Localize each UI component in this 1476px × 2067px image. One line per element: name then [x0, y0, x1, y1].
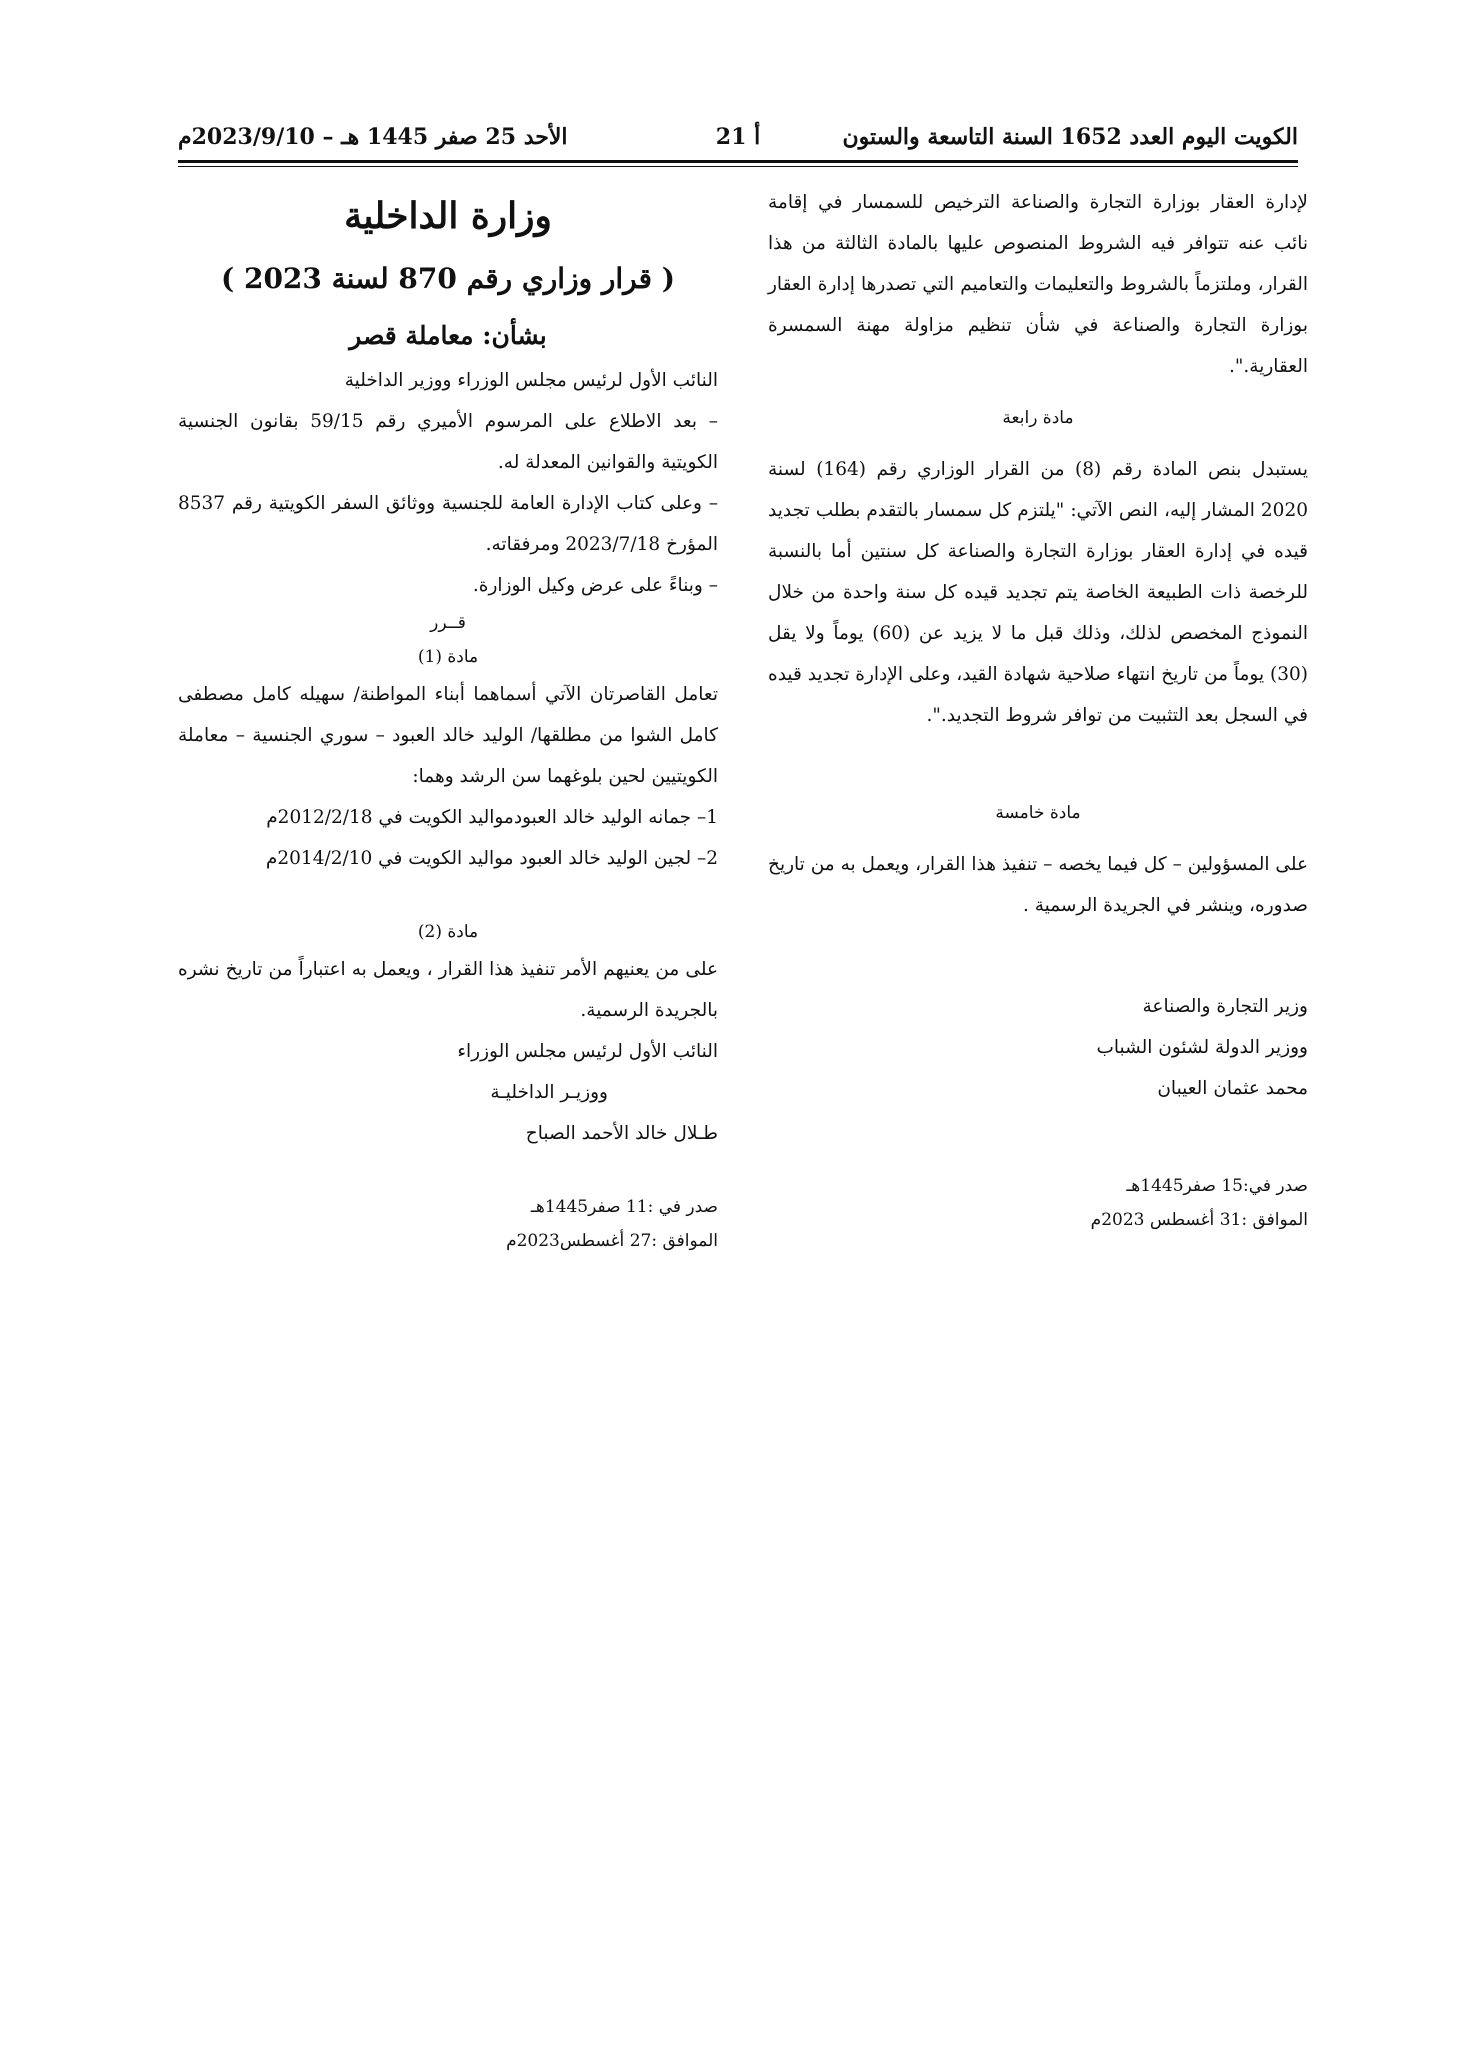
issued-gregorian: الموافق :27 أغسطس2023م — [506, 1231, 718, 1251]
article2-text: على من يعنيهم الأمر تنفيذ هذا القرار ، ويعمل به اعتباراً من تاريخ نشره بالجريدة الرسمية. — [178, 959, 718, 1021]
page-header — [178, 118, 1298, 158]
decree-title: ( قرار وزاري رقم 870 لسنة 2023 ) — [220, 262, 676, 295]
ministry-title: وزارة الداخلية — [344, 195, 552, 237]
issued-hijri: صدر في:15 صفر1445هـ — [1126, 1176, 1308, 1196]
article1-heading: مادة (1) — [417, 647, 479, 667]
left-column — [178, 182, 718, 1258]
right-column — [768, 182, 1308, 1237]
header-date: الأحد 25 صفر 1445 هـ – 2023/9/10م — [178, 124, 568, 150]
signature-line: وزير التجارة والصناعة — [1142, 996, 1308, 1017]
header-rule-thick — [178, 160, 1298, 163]
signature-name: طـلال خالد الأحمد الصباح — [525, 1123, 718, 1144]
signature-name: محمد عثمان العيبان — [1157, 1078, 1308, 1099]
header-issue-info: الكويت اليوم العدد 1652 السنة التاسعة والستون — [842, 124, 1298, 150]
header-page-number: أ 21 — [715, 124, 761, 150]
signature-line: ووزير الدولة لشئون الشباب — [1096, 1037, 1308, 1058]
recital: – وعلى كتاب الإدارة العامة للجنسية ووثائق السفر الكويتية رقم 8537 المؤرخ 2023/7/18 ومرفقاته. — [178, 493, 718, 555]
article4-heading: مادة رابعة — [1002, 408, 1074, 428]
article2-heading: مادة (2) — [417, 922, 479, 942]
recital: – وبناءً على عرض وكيل الوزارة. — [472, 575, 718, 596]
article1-text: تعامل القاصرتان الآتي أسماهما أبناء المواطنة/ سهيله كامل مصطفى كامل الشوا من مطلقها/ الوليد خالد العبود – سوري الجنسية – معاملة الكويتيين لحين بلوغهما سن الرشد وهما: — [178, 684, 718, 787]
issued-hijri: صدر في :11 صفر1445هـ — [530, 1197, 718, 1217]
signature-line: النائب الأول لرئيس مجلس الوزراء — [457, 1041, 718, 1062]
intro-paragraph: لإدارة العقار بوزارة التجارة والصناعة الترخيص للسمسار في إقامة نائب عنه تتوافر فيه الشروط المنصوص عليها بالمادة الثالثة من هذا القرار، وملتزماً بالشروط والتعليمات والتعاميم التي تصدرها إدارة العقار بوزارة التجارة والصناعة في شأن تنظيم مزاولة مهنة السمسرة العقارية.". — [768, 192, 1308, 377]
article5-text: على المسؤولين – كل فيما يخصه – تنفيذ هذا القرار، ويعمل به من تاريخ صدوره، وينشر في الجريدة الرسمية . — [768, 854, 1308, 916]
right-issued-date — [768, 1169, 1308, 1237]
recital: – بعد الاطلاع على المرسوم الأميري رقم 59/15 بقانون الجنسية الكويتية والقوانين المعدلة له. — [178, 411, 718, 473]
article1-item: 2– لجين الوليد خالد العبود مواليد الكويت في 2014/2/10م — [265, 848, 718, 869]
decree-subject: بشأن: معاملة قصر — [349, 321, 547, 350]
left-issued-date — [178, 1190, 718, 1258]
decided-heading: قــرر — [430, 613, 466, 633]
signature-line: ووزيـر الداخليـة — [490, 1082, 608, 1103]
article1-item: 1– جمانه الوليد خالد العبودمواليد الكويت في 2012/2/18م — [266, 807, 718, 828]
issued-gregorian: الموافق :31 أغسطس 2023م — [1090, 1210, 1308, 1230]
article4-text: يستبدل بنص المادة رقم (8) من القرار الوزاري رقم (164) لسنة 2020 المشار إليه، النص الآتي: "يلتزم كل سمسار بالتقدم بطلب تجديد قيده في إدارة العقار بوزارة التجارة والصناعة كل سنتين أما بالنسبة للرخصة ذات الطبيعة الخاصة يتم تجديد قيده كل سنة واحدة من خلال النموذج المخصص لذلك، وذلك قبل ما لا يزيد عن (60) يوماً ولا يقل (30) يوماً من تاريخ انتهاء صلاحية شهادة القيد، وعلى الإدارة تجديد قيده في السجل بعد التثبيت من توافر شروط التجديد.". — [768, 459, 1308, 726]
article5-heading: مادة خامسة — [995, 803, 1081, 823]
issuer-line: النائب الأول لرئيس مجلس الوزراء ووزير الداخلية — [344, 370, 718, 391]
header-rule-thin — [178, 166, 1298, 167]
right-signature-block — [768, 986, 1308, 1109]
left-signature-block — [178, 1031, 718, 1154]
